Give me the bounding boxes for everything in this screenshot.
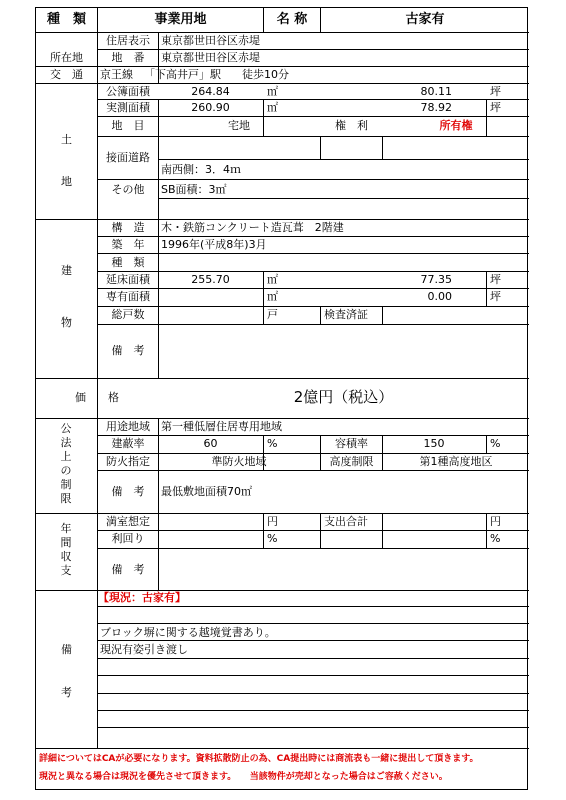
- use-zone-value: 第一種低層住居専用地域: [161, 420, 282, 433]
- notes-line: [97, 606, 529, 607]
- residence-label: 住居表示: [106, 34, 150, 47]
- floor-unit: ㎡: [267, 273, 278, 286]
- price-label: 価 格: [75, 391, 119, 404]
- units-label: 総戸数: [111, 308, 145, 321]
- divider: [158, 159, 529, 160]
- actual-tsubo: 78.92: [420, 101, 452, 114]
- regulation-section-char: の: [60, 464, 72, 477]
- price-value: 2億円（税込）: [293, 388, 394, 406]
- divider: [486, 435, 487, 453]
- traffic-walk: 徒歩10分: [242, 68, 289, 81]
- land-section-top: 土: [61, 133, 72, 146]
- other-value: SB面積：3㎡: [161, 183, 227, 196]
- divider: [97, 306, 529, 307]
- traffic-station: 「下高井戸」駅: [144, 68, 221, 81]
- divider: [97, 530, 529, 531]
- category-value: 宅地: [228, 119, 250, 132]
- use-zone-label: 用途地域: [106, 420, 150, 433]
- divider: [158, 198, 529, 199]
- full-occupancy-label: 満室想定: [106, 515, 150, 528]
- notes-section-top: 備: [61, 643, 72, 656]
- coverage-label: 建蔽率: [111, 437, 145, 450]
- divider: [382, 513, 383, 548]
- lot-label: 地 番: [111, 51, 145, 64]
- divider: [97, 453, 529, 454]
- fire-value: 準防火地域: [211, 455, 267, 468]
- divider: [320, 306, 321, 324]
- private-tsubo: 0.00: [427, 290, 452, 303]
- divider: [486, 271, 487, 306]
- regulation-remarks-label: 備 考: [111, 485, 145, 498]
- regulation-remarks-value: 最低敷地面積70㎡: [161, 485, 252, 498]
- registry-area: 264.84: [191, 85, 230, 98]
- category-label: 地 目: [111, 119, 145, 132]
- rights-label: 権 利: [335, 119, 368, 132]
- units-unit: 戸: [267, 308, 278, 321]
- divider: [97, 271, 529, 272]
- road-label: 接面道路: [106, 151, 150, 164]
- yield-unit-2: %: [490, 532, 501, 545]
- income-section-char: 間: [60, 536, 72, 549]
- footer-note-1: 詳細についてはCAが必要になります。資料拡散防止の為、CA提出時には商流表も一緒に提出して頂きます。: [39, 754, 479, 764]
- divider: [97, 324, 529, 325]
- private-area-label: 専有面積: [106, 290, 150, 303]
- registry-unit: ㎡: [267, 85, 278, 98]
- height-value: 第1種高度地区: [419, 455, 493, 468]
- full-occupancy-unit: 円: [267, 515, 278, 528]
- divider: [97, 470, 529, 471]
- traffic-label: 交 通: [50, 68, 83, 81]
- fire-label: 防火指定: [106, 455, 150, 468]
- traffic-line: 京王線: [100, 68, 133, 81]
- notes-line: [97, 727, 529, 728]
- divider: [263, 271, 264, 324]
- income-section-char: 収: [60, 550, 72, 563]
- name-label: 名 称: [276, 12, 308, 27]
- building-section-top: 建: [61, 264, 72, 277]
- divider: [97, 116, 529, 117]
- yield-unit: %: [267, 532, 278, 545]
- divider: [320, 136, 321, 159]
- actual-tsubo-unit: 坪: [490, 101, 501, 114]
- notes-line: [97, 675, 529, 676]
- built-label: 築 年: [111, 238, 145, 251]
- expense-label: 支出合計: [324, 515, 368, 528]
- actual-unit: ㎡: [267, 101, 278, 114]
- divider: [158, 99, 159, 378]
- regulation-section-char: 制: [60, 478, 72, 491]
- notes-section-bottom: 考: [61, 686, 72, 699]
- divider: [97, 236, 529, 237]
- floor-tsubo-unit: 坪: [490, 273, 501, 286]
- name-value: 古家有: [405, 12, 445, 27]
- notes-line: [97, 710, 529, 711]
- divider: [97, 49, 529, 50]
- notes-line-1: ブロック塀に関する越境覚書あり。: [100, 626, 276, 639]
- regulation-section-char: 法: [60, 436, 72, 449]
- income-remarks-label: 備 考: [111, 563, 145, 576]
- structure-value: 木・鉄筋コンクリート造瓦葺 2階建: [161, 221, 344, 234]
- income-section-char: 支: [60, 564, 72, 577]
- property-sheet: [35, 7, 528, 790]
- road-value: 南西側：3．4ｍ: [161, 163, 241, 176]
- registry-area-label: 公簿面積: [106, 85, 150, 98]
- rights-value: 所有権: [439, 119, 473, 132]
- location-section-label: 所在地: [50, 51, 83, 64]
- actual-area: 260.90: [191, 101, 230, 114]
- coverage-value: 60: [203, 437, 218, 450]
- structure-label: 構 造: [111, 221, 145, 234]
- residence-value: 東京都世田谷区赤堤: [161, 34, 260, 47]
- regulation-section-char: 上: [60, 450, 72, 463]
- inspection-label: 検査済証: [324, 308, 368, 321]
- kind-label: 種 類: [46, 12, 86, 27]
- actual-area-label: 実測面積: [106, 101, 150, 114]
- notes-status: 【現況：古家有】: [98, 591, 186, 604]
- building-type-label: 種 類: [111, 256, 145, 269]
- notes-line-2: 現況有姿引き渡し: [100, 643, 188, 656]
- expense-unit: 円: [490, 515, 501, 528]
- floor-tsubo: 77.35: [420, 273, 452, 286]
- registry-tsubo: 80.11: [420, 85, 452, 98]
- divider: [320, 513, 321, 548]
- kind-value: 事業用地: [154, 12, 207, 27]
- divider: [97, 253, 529, 254]
- height-label: 高度制限: [329, 455, 374, 468]
- registry-tsubo-unit: 坪: [490, 85, 501, 98]
- notes-line: [97, 640, 529, 641]
- notes-line: [97, 658, 529, 659]
- divider: [97, 288, 529, 289]
- divider: [36, 748, 529, 749]
- building-section-bottom: 物: [61, 316, 72, 329]
- private-tsubo-unit: 坪: [490, 290, 501, 303]
- yield-label: 利回り: [111, 532, 145, 545]
- divider: [486, 513, 487, 548]
- floor-area-label: 延床面積: [106, 273, 150, 286]
- divider: [382, 306, 383, 324]
- divider: [97, 99, 529, 100]
- building-remarks-label: 備 考: [111, 344, 145, 357]
- divider: [382, 136, 383, 159]
- lot-value: 東京都世田谷区赤堤: [161, 51, 260, 64]
- notes-line: [97, 693, 529, 694]
- divider: [97, 136, 529, 137]
- far-unit: %: [490, 437, 501, 450]
- floor-area: 255.70: [191, 273, 230, 286]
- divider: [97, 179, 529, 180]
- private-unit: ㎡: [267, 290, 278, 303]
- regulation-section-char: 公: [60, 422, 72, 435]
- notes-line: [97, 623, 529, 624]
- divider: [97, 435, 529, 436]
- regulation-section-char: 限: [60, 492, 72, 505]
- divider: [97, 548, 529, 549]
- coverage-unit: %: [267, 437, 278, 450]
- built-value: 1996年(平成8年)3月: [161, 238, 267, 251]
- far-value: 150: [423, 437, 445, 450]
- divider: [263, 513, 264, 548]
- far-label: 容積率: [335, 437, 368, 450]
- other-label: その他: [111, 183, 145, 196]
- land-section-bottom: 地: [61, 175, 72, 188]
- income-section-char: 年: [60, 522, 72, 535]
- footer-note-2: 現況と異なる場合は現況を優先させて頂きます。 当該物件が売却となった場合はご容赦ください。: [39, 772, 448, 782]
- divider: [36, 378, 529, 379]
